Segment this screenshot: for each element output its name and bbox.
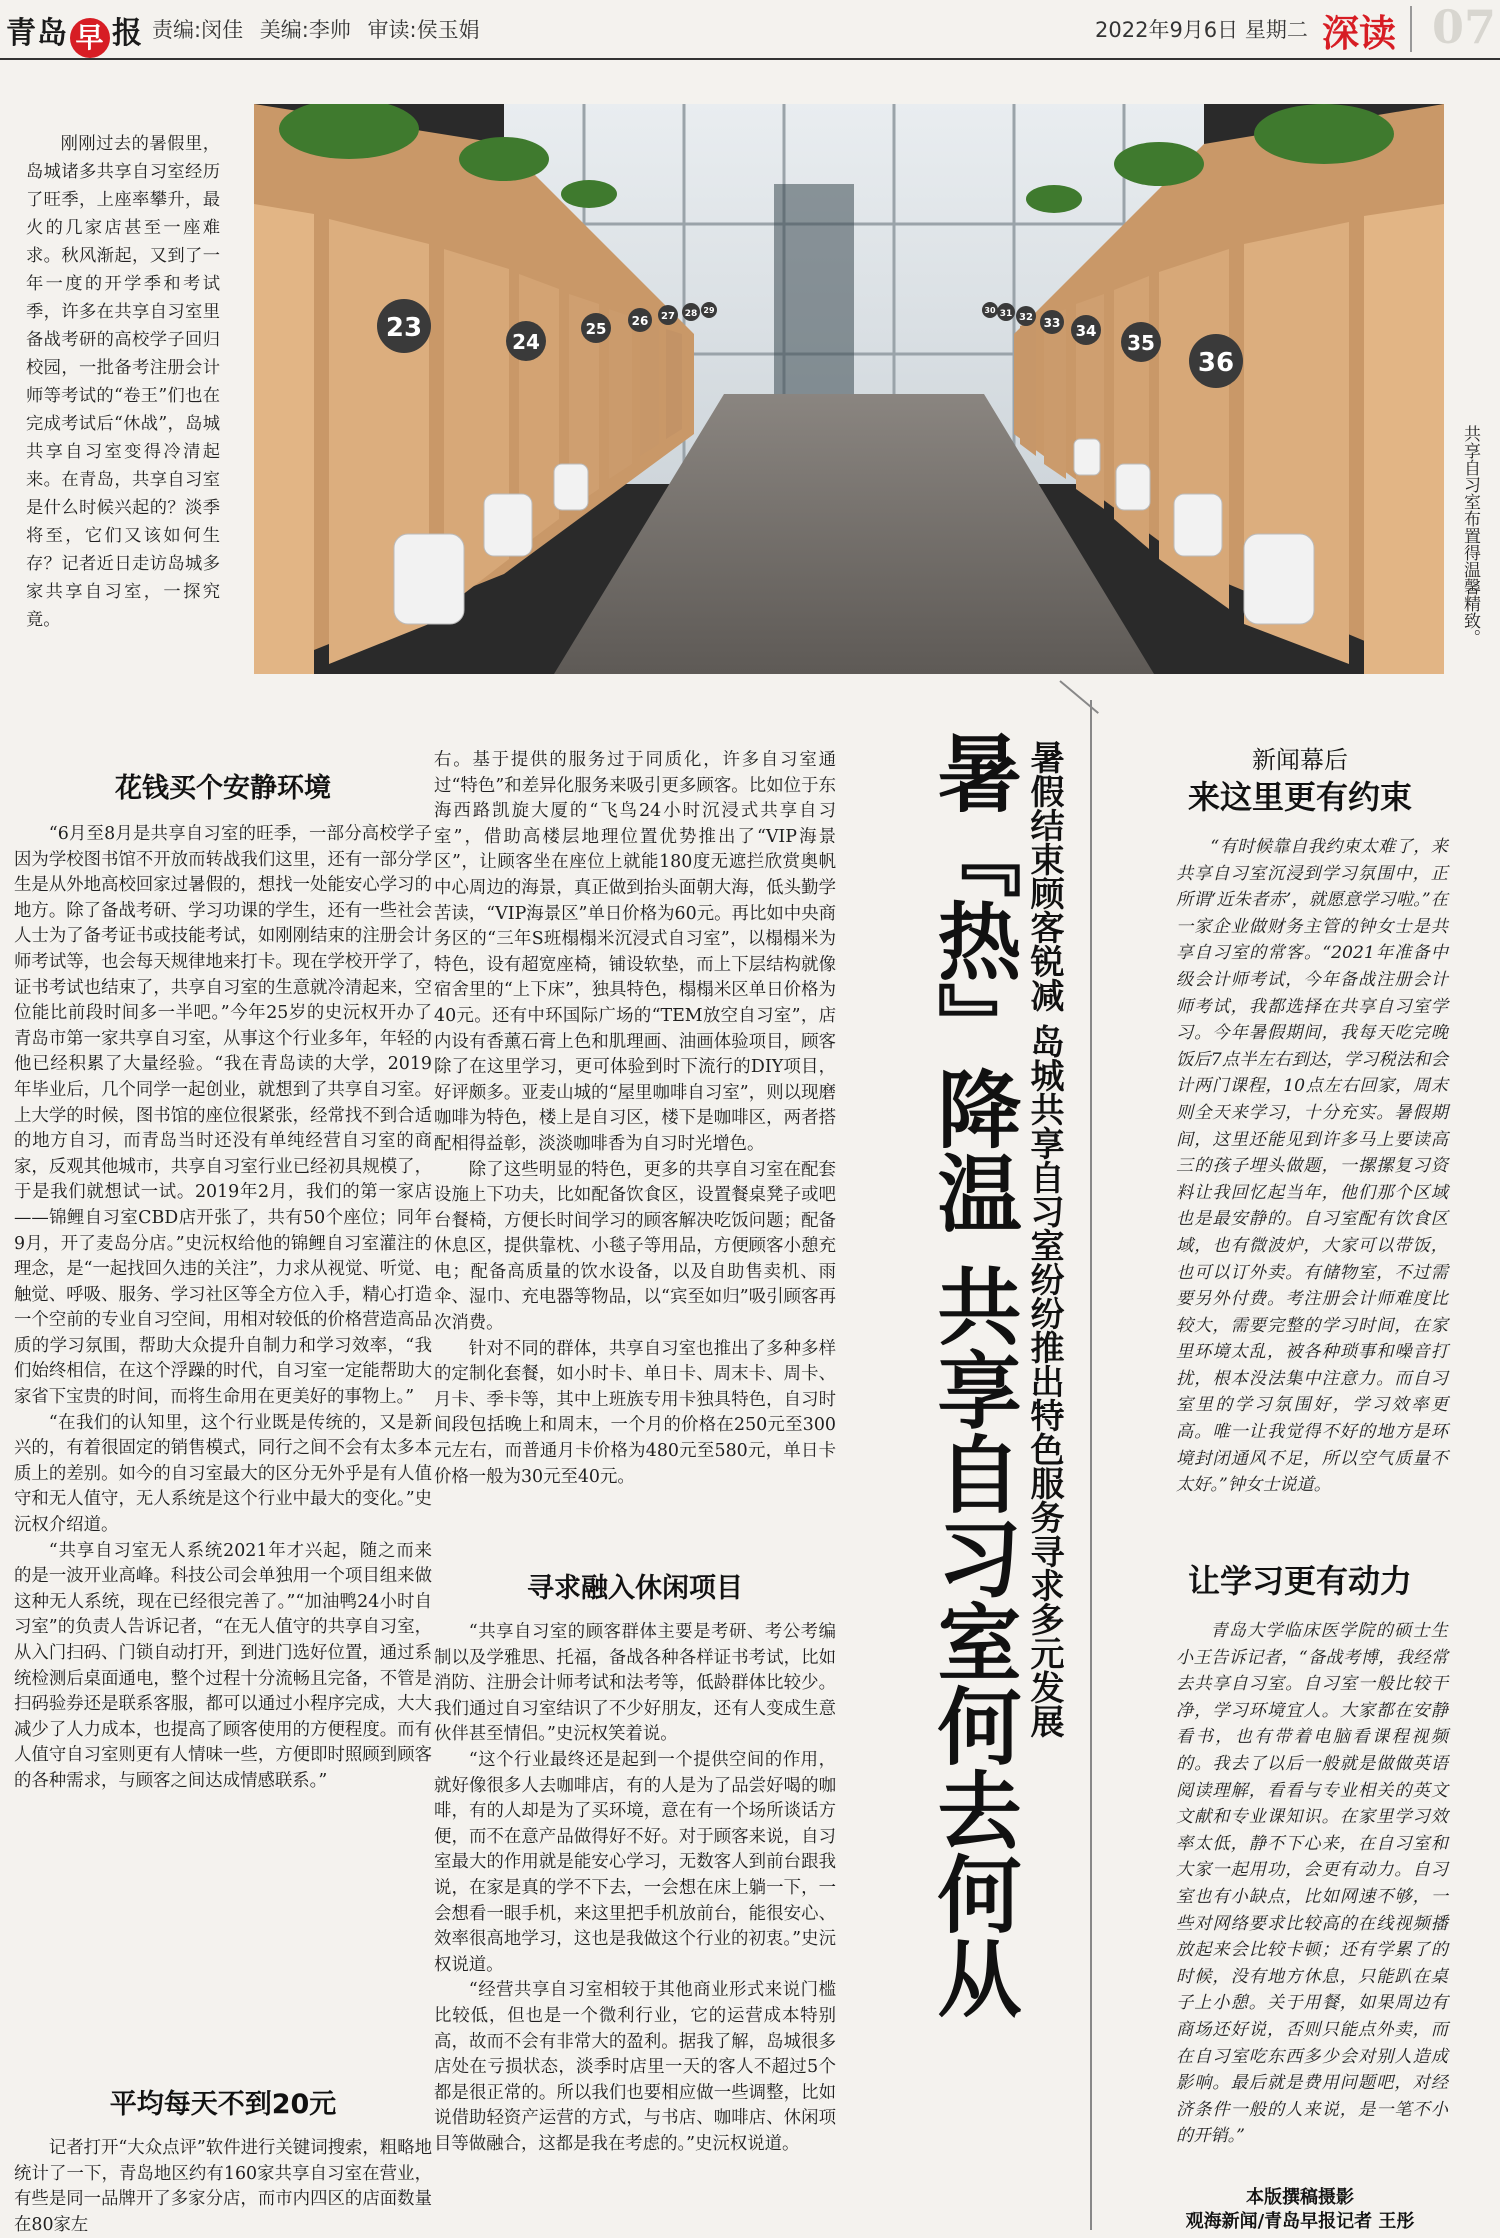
paragraph: “经营共享自习室相较于其他商业形式来说门槛比较低，但也是一个微利行业，它的运营成本特别高，故而不会有非常大的盈利。据我了解，岛城很多店处在亏损状态，淡季时店里一天的客人不超过5个都是很正常的。所以我们也要相应做一些调整，比如说借助轻资产运营的方式，与书店、咖啡店、休闲项目等做融合，这都是我在考虑的。”史沅权说道。 — [434, 1980, 836, 2154]
paragraph: “在我们的认知里，这个行业既是传统的，又是新兴的，有着很固定的销售模式，同行之间不会有太多本质上的差别。如今的自习室最大的区分无外乎是有人值守和无人值守，无人系统是这个行业中最大的变化。”史沅权介绍道。 — [14, 1412, 432, 1536]
sidebar-story-1 — [1176, 834, 1448, 1499]
byline-reporter: 观海新闻/青岛早报记者 王彤 — [1185, 2211, 1415, 2232]
header-divider — [1410, 6, 1412, 52]
sidebar-title-2: 让学习更有动力 — [1187, 1562, 1412, 1600]
seat-number-26: 26 — [631, 314, 649, 328]
study-room-photo — [254, 104, 1444, 674]
study-room-illustration — [254, 104, 1444, 674]
newspaper-logo: 青岛 早 报 — [6, 8, 143, 58]
byline — [1110, 2186, 1490, 2234]
seat-number-36: 36 — [1197, 348, 1235, 378]
section-title-3: 平均每天不到20元 — [109, 2089, 337, 2120]
seat-number-23: 23 — [385, 313, 423, 343]
seat-number-32: 32 — [1019, 312, 1033, 323]
sidebar-kicker: 新闻幕后 — [1252, 746, 1348, 774]
paragraph: 针对不同的群体，共享自习室也推出了多种多样的定制化套餐，如小时卡、单日卡、周末卡、周卡、月卡、季卡等，其中上班族专用卡独具特色，自习时间段包括晚上和周末，一个月的价格在250元至300元左右，而普通月卡价格为480元至580元，单日卡价格一般为30元至40元。 — [434, 1338, 836, 1487]
seat-number-25: 25 — [585, 320, 607, 338]
page-number: 07 — [1432, 0, 1497, 54]
sidebar-story-2 — [1176, 1618, 1448, 2150]
sub-headline: 暑假结束顾客锐减 岛城共享自习室纷纷推出特色服务寻求多元发展 — [1024, 740, 1064, 1738]
seat-number-35: 35 — [1127, 331, 1155, 355]
paragraph: “共享自习室无人系统2021年才兴起，随之而来的是一波开业高峰。科技公司会单独用一个项目组来做这种无人系统，现在已经很完善了。”“加油鸭24小时自习室”的负责人告诉记者，“在无人值守的共享自习室，从入门扫码、门锁自动打开，到进门选好位置，通过系统检测后桌面通电，整个过程十分流畅且完备，不管是扫码验券还是联系客服，都可以通过小程序完成，大大减少了人力成本，也提高了顾客使用的方便程度。而有人值守自习室则更有人情味一些，方便即时照顾到顾客的各种需求，与顾客之间达成情感联系。” — [14, 1540, 432, 1791]
article-column-1 — [14, 822, 432, 1795]
seat-number-27: 27 — [661, 311, 675, 322]
intro-lead: 刚刚过去的暑假里，岛城诸多共享自习室经历了旺季，上座率攀升，最火的几家店甚至一座难求。秋风渐起，又到了一年一度的开学季和考试季，许多在共享自习室里备战考研的高校学子回归校园，一批备考注册会计师等考试的“卷王”们也在完成考试后“休战”，岛城共享自习室变得冷清起来。在青岛，共享自习室是什么时候兴起的？淡季将至，它们又该如何生存？记者近日走访岛城多家共享自习室，一探究竟。 — [26, 134, 220, 630]
seat-number-33: 33 — [1043, 316, 1061, 330]
section-name: 深读 — [1322, 12, 1396, 55]
byline-label: 本版撰稿摄影 — [1246, 2187, 1354, 2208]
divider-vertical — [1090, 700, 1092, 2230]
editor-credits: 责编:闵佳 美编:李帅 审读:侯玉娟 — [152, 18, 480, 42]
paragraph: 右。基于提供的服务过于同质化，许多自习室通过“特色”和差异化服务来吸引更多顾客。比如位于东海西路凯旋大厦的“飞鸟24小时沉浸式共享自习室”，借助高楼层地理位置优势推出了“VIP海景区”，让顾客坐在座位上就能180度无遮拦欣赏奥帆中心周边的海景，真正做到抬头面朝大海，低头勤学苦读，“VIP海景区”单日价格为60元。再比如中央商务区的“三年S班榻榻米沉浸式自习室”，以榻榻米为特色，设有超宽座椅，铺设软垫，而上下层结构就像宿舍里的“上下床”，独具特色，榻榻米区单日价格为40元。还有中环国际广场的“TEM放空自习室”，店内设有香薰石膏上色和肌理画、油画体验项目，顾客除了在这里学习，更可体验到时下流行的DIY项目，好评颇多。亚麦山城的“屋里咖啡自习室”，则以现磨咖啡为特色，楼上是自习区，楼下是咖啡区，两者搭配相得益彰，淡淡咖啡香为自习时光增色。 — [434, 750, 836, 1154]
seat-number-29: 29 — [703, 306, 715, 315]
paragraph: “共享自习室的顾客群体主要是考研、考公考编制以及学雅思、托福，备战各种各样证书考试，比如消防、注册会计师考试和法考等，低龄群体比较少。我们通过自习室结识了不少好朋友，还有人变成生意伙伴甚至情侣。”史沅权笑着说。 — [434, 1622, 836, 1745]
article-column-1-bottom — [14, 2136, 432, 2238]
paragraph: “6月至8月是共享自习室的旺季，一部分高校学子因为学校图书馆不开放而转战我们这里，还有一部分学生是从外地高校回家过暑假的，想找一处能安心学习的地方。除了备战考研、学习功课的学生，还有一些社会人士为了备考证书或技能考试，如刚刚结束的注册会计师考试等，也会每天规律地来打卡。现在学校开学了，证书考试也结束了，共享自习室的生意就冷清起来，空位能比前段时间多一半吧。”今年25岁的史沅权开办了青岛市第一家共享自习室，从事这个行业多年，年轻的他已经积累了大量经验。“我在青岛读的大学，2019年毕业后，几个同学一起创业，就想到了共享自习室。上大学的时候，图书馆的座位很紧张，经常找不到合适的地方自习，而青岛当时还没有单纯经营自习室的商家，反观其他城市，共享自习室行业已经初具规模了，于是我们就想试一试。2019年2月，我们的第一家店——锦鲤自习室CBD店开张了，共有50个座位；同年9月，开了麦岛分店。”史沅权给他的锦鲤自习室灌注的理念，是“一起找回久违的关注”，力求从视觉、听觉、触觉、呼吸、服务、学习社区等全方位入手，精心打造一个空前的专业自习空间，用相对较低的价格营造高品质的学习氛围，帮助大众提升自制力和学习效率，“我们始终相信，在这个浮躁的时代，自习室一定能帮助大家省下宝贵的时间，而将生命用在更美好的事物上。” — [14, 824, 432, 1408]
issue-date: 2022年9月6日 星期二 — [1095, 18, 1308, 42]
article-column-2-bottom — [434, 1620, 836, 2157]
sidebar-title-1: 来这里更有约束 — [1187, 778, 1412, 816]
seat-number-31: 31 — [999, 309, 1013, 319]
section-title-2: 寻求融入休闲项目 — [527, 1573, 743, 1604]
paragraph: “这个行业最终还是起到一个提供空间的作用，就好像很多人去咖啡店，有的人是为了品尝好喝的咖啡，有的人却是为了买环境，意在有一个场所谈话方便，而不在意产品做得好不好。对于顾客来说，自习室最大的作用就是能安心学习，无数客人到前台跟我说，在家是真的学不下去，一会想在床上躺一下，一会想看一眼手机，来这里把手机放前台，能很安心、效率很高地学习，这也是我做这个行业的初衷。”史沅权说道。 — [434, 1749, 836, 1975]
section-title-1: 花钱买个安静环境 — [115, 773, 331, 804]
divider-diagonal — [1059, 680, 1099, 714]
article-column-2 — [434, 748, 836, 1490]
seat-number-34: 34 — [1075, 322, 1097, 340]
paragraph: 青岛大学临床医学院的硕士生小王告诉记者，“备战考博，我经常去共享自习室。自习室一般比较干净，学习环境宜人。大家都在安静看书，也有带着电脑看课程视频的。我去了以后一般就是做做英语阅读理解，看看与专业相关的英文文献和专业课知识。在家里学习效率太低，静不下心来，在自习室和大家一起用功，会更有动力。自习室也有小缺点，比如网速不够，一些对网络要求比较高的在线视频播放起来会比较卡顿；还有学累了的时候，没有地方休息，只能趴在桌子上小憩。关于用餐，如果周边有商场还好说，否则只能点外卖，而在自习室吃东西多少会对别人造成影响。最后就是费用问题吧，对经济条件一般的人来说，是一笔不小的开销。” — [1176, 1621, 1448, 2147]
photo-caption: 共享自习室布置得温馨精致。 — [1460, 425, 1480, 646]
seat-number-30: 30 — [984, 306, 996, 315]
paragraph: “有时候靠自我约束太难了，来共享自习室沉浸到学习氛围中，正所谓‘近朱者赤’，就愿意学习啦。”在一家企业做财务主管的钟女士是共享自习室的常客。“2021年准备中级会计师考试，今年备战注册会计师考试，我都选择在共享自习室学习。今年暑假期间，我每天吃完晚饭后7点半左右到达，学习税法和会计两门课程，10点左右回家，周末则全天来学习，十分充实。暑假期间，这里还能见到许多马上要读高三的孩子埋头做题，一摞摞复习资料让我回忆起当年，他们那个区域也是最安静的。自习室配有饮食区域，也有微波炉，大家可以带饭，也可以订外卖。有储物室，不过需要另外付费。考注册会计师难度比较大，需要完整的学习时间，在家里环境太乱，被各种琐事和噪音打扰，根本没法集中注意力。而自习室里的学习氛围好，学习效率更高。唯一让我觉得不好的地方是环境封闭通风不足，所以空气质量不太好。”钟女士说道。 — [1176, 837, 1448, 1496]
paragraph: 除了这些明显的特色，更多的共享自习室在配套设施上下功夫，比如配备饮食区，设置餐桌凳子或吧台餐椅，方便长时间学习的顾客解决吃饭问题；配备休息区，提供靠枕、小毯子等用品，方便顾客小憩充电；配备高质量的饮水设备，以及自助售卖机、雨伞、湿巾、充电器等物品，以“宾至如归”吸引顾客再次消费。 — [434, 1159, 836, 1334]
paragraph: 记者打开“大众点评”软件进行关键词搜索，粗略地统计了一下，青岛地区约有160家共享自习室在营业，有些是同一品牌开了多家分店，而市内四区的店面数量在80家左 — [14, 2138, 432, 2235]
seat-number-28: 28 — [684, 309, 698, 319]
seat-number-24: 24 — [512, 330, 540, 354]
main-headline: 暑『热』降温 共享自习室何去何从 — [924, 730, 1022, 2020]
